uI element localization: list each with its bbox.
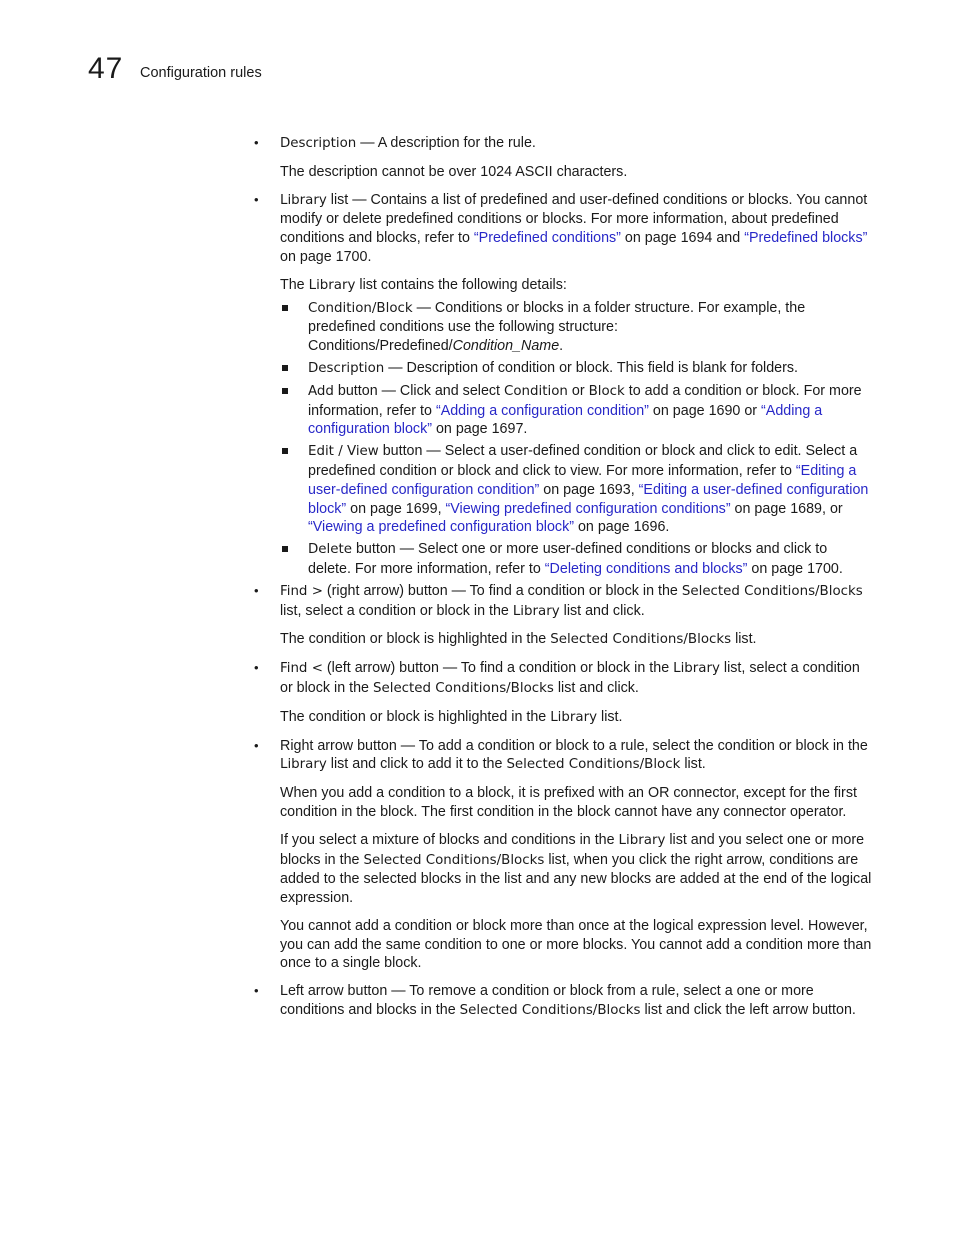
text: button — Select one or more user-defined conditions or blocks and click to delete. For more information, refer to	[308, 541, 828, 577]
link-editing-block[interactable]: “Editing a user-defined configuration block”	[308, 481, 869, 517]
list-item-library	[252, 191, 872, 296]
bullet-icon: •	[254, 135, 259, 150]
text: — A description for the rule.	[356, 135, 536, 151]
text: list and you select one or more blocks in the	[280, 831, 865, 868]
text: on page 1694 and	[620, 230, 745, 247]
text: list contains the following details:	[355, 276, 567, 293]
text: list, when you click the right arrow, conditions are added to the selected blocks in the list and any new blocks are added at the end of the logical expression.	[280, 851, 872, 907]
chapter-title: Configuration rules	[140, 65, 262, 81]
text: — Conditions or blocks in a folder structure. For example, the predefined conditions use the following structure: Conditions/Predefined/	[308, 299, 806, 355]
text: list.	[680, 756, 706, 773]
text: The	[280, 276, 309, 293]
term: Library	[280, 192, 327, 208]
square-bullet-icon	[282, 305, 288, 311]
term: Library	[308, 277, 356, 293]
term: Description	[308, 360, 385, 376]
text: on page 1700.	[280, 248, 372, 265]
paragraph: When you add a condition to a block, it is prefixed with an OR connector, except for the first condition in the block. The first condition in the block cannot have any connector operator.	[280, 785, 857, 820]
text: or	[567, 382, 589, 399]
term: Edit / View	[308, 444, 379, 460]
text: list, select a condition or block in the	[280, 602, 513, 619]
text: button — Click and select	[333, 382, 504, 399]
link-viewing-block[interactable]: “Viewing a predefined configuration block”	[308, 519, 574, 536]
text: list and click.	[559, 602, 645, 619]
text: on page 1696.	[573, 519, 670, 536]
link-editing-condition[interactable]: “Editing a user-defined configuration condition”	[308, 462, 857, 498]
text: (right arrow) button — To find a condition or block in the	[322, 582, 682, 599]
term: Condition/Block	[308, 300, 413, 316]
text: Left arrow button — To remove a condition or block from a rule, select a one or more conditions and blocks in the	[280, 983, 814, 1019]
term: Selected Conditions/Block	[506, 757, 681, 773]
text: list and click to add it to the	[326, 756, 507, 773]
sublist-item-edit-view	[252, 442, 872, 537]
text: list.	[731, 631, 757, 648]
text: list and click the left arrow button.	[640, 1002, 856, 1019]
bullet-icon: •	[254, 983, 259, 999]
term: Selected Conditions/Blocks	[550, 632, 732, 648]
list-item-right-arrow	[252, 737, 872, 974]
text: Right arrow button — To add a condition or block to a rule, select the condition or block in the	[280, 737, 868, 754]
text: on page 1697.	[431, 421, 528, 438]
term: Library	[280, 757, 327, 773]
text: list — Contains a list of predefined and user-defined conditions or blocks. You cannot modify or delete predefined conditions or blocks. For more information, about predefined conditions and blocks, refer to	[280, 191, 868, 247]
list-item-find-right	[252, 582, 872, 650]
text: on page 1690 or	[648, 402, 762, 419]
text: If you select a mixture of blocks and conditions in the	[280, 831, 619, 848]
text: to add a condition or block. For more information, refer to	[308, 382, 862, 419]
square-bullet-icon	[282, 365, 288, 371]
note: The description cannot be over 1024 ASCII characters.	[280, 163, 628, 180]
term: Find >	[280, 583, 323, 599]
term: Selected Conditions/Blocks	[681, 583, 863, 599]
term: Block	[588, 383, 625, 399]
sublist-item-condition-block	[252, 299, 872, 356]
term: Selected Conditions/Blocks	[363, 852, 545, 868]
bullet-icon: •	[254, 582, 259, 598]
text: button — Select a user-defined condition or block and click to edit. Select a predefined condition or block and click to view. For more information, refer to	[308, 443, 858, 479]
term: Selected Conditions/Blocks	[459, 1003, 641, 1019]
chapter-number: 47	[88, 52, 124, 85]
text: on page 1699,	[346, 500, 446, 517]
square-bullet-icon	[282, 448, 288, 454]
term: Selected Conditions/Blocks	[372, 680, 554, 696]
link-predefined-conditions[interactable]: “Predefined conditions”	[473, 230, 621, 247]
sublist-item-add	[252, 382, 872, 439]
link-adding-condition[interactable]: “Adding a configuration condition”	[435, 402, 649, 419]
text: on page 1693,	[539, 481, 639, 498]
term: Find <	[280, 661, 323, 677]
page-content	[252, 134, 872, 1021]
text: (left arrow) button — To find a condition or block in the	[322, 660, 674, 677]
italic-text: Condition_Name	[452, 338, 560, 355]
text: The condition or block is highlighted in the	[280, 631, 551, 648]
text: list and click.	[553, 679, 639, 696]
sublist-item-delete	[252, 540, 872, 579]
square-bullet-icon	[282, 546, 288, 552]
term: Library	[512, 603, 560, 619]
term: Library	[618, 832, 666, 848]
text: list.	[597, 708, 623, 725]
paragraph: You cannot add a condition or block more than once at the logical expression level. However, you can add the same condition to one or more blocks. You cannot add a condition more than once to a single block.	[280, 917, 872, 972]
link-adding-block[interactable]: “Adding a configuration block”	[308, 402, 823, 438]
text: on page 1700.	[747, 560, 843, 577]
bullet-icon: •	[254, 737, 259, 753]
term: Add	[308, 383, 334, 399]
term: Library	[550, 709, 598, 725]
term: Delete	[308, 542, 352, 558]
text: list, select a condition or block in the	[280, 660, 860, 696]
list-item-left-arrow	[252, 982, 872, 1021]
term: Condition	[504, 383, 568, 399]
text: on page 1689, or	[730, 500, 843, 517]
link-predefined-blocks[interactable]: “Predefined blocks”	[744, 230, 868, 247]
term: Description	[280, 136, 357, 151]
term: Library	[673, 661, 720, 677]
list-item-description	[252, 134, 872, 182]
text: .	[559, 338, 564, 355]
text: The condition or block is highlighted in the	[280, 708, 551, 725]
square-bullet-icon	[282, 388, 288, 394]
sublist-item-description	[252, 359, 872, 379]
bullet-icon: •	[254, 191, 259, 207]
bullet-icon: •	[254, 660, 259, 676]
link-viewing-conditions[interactable]: “Viewing predefined configuration conditions”	[445, 500, 731, 517]
list-item-find-left	[252, 659, 872, 727]
text: — Description of condition or block. This field is blank for folders.	[384, 359, 799, 376]
link-deleting[interactable]: “Deleting conditions and blocks”	[544, 560, 748, 577]
